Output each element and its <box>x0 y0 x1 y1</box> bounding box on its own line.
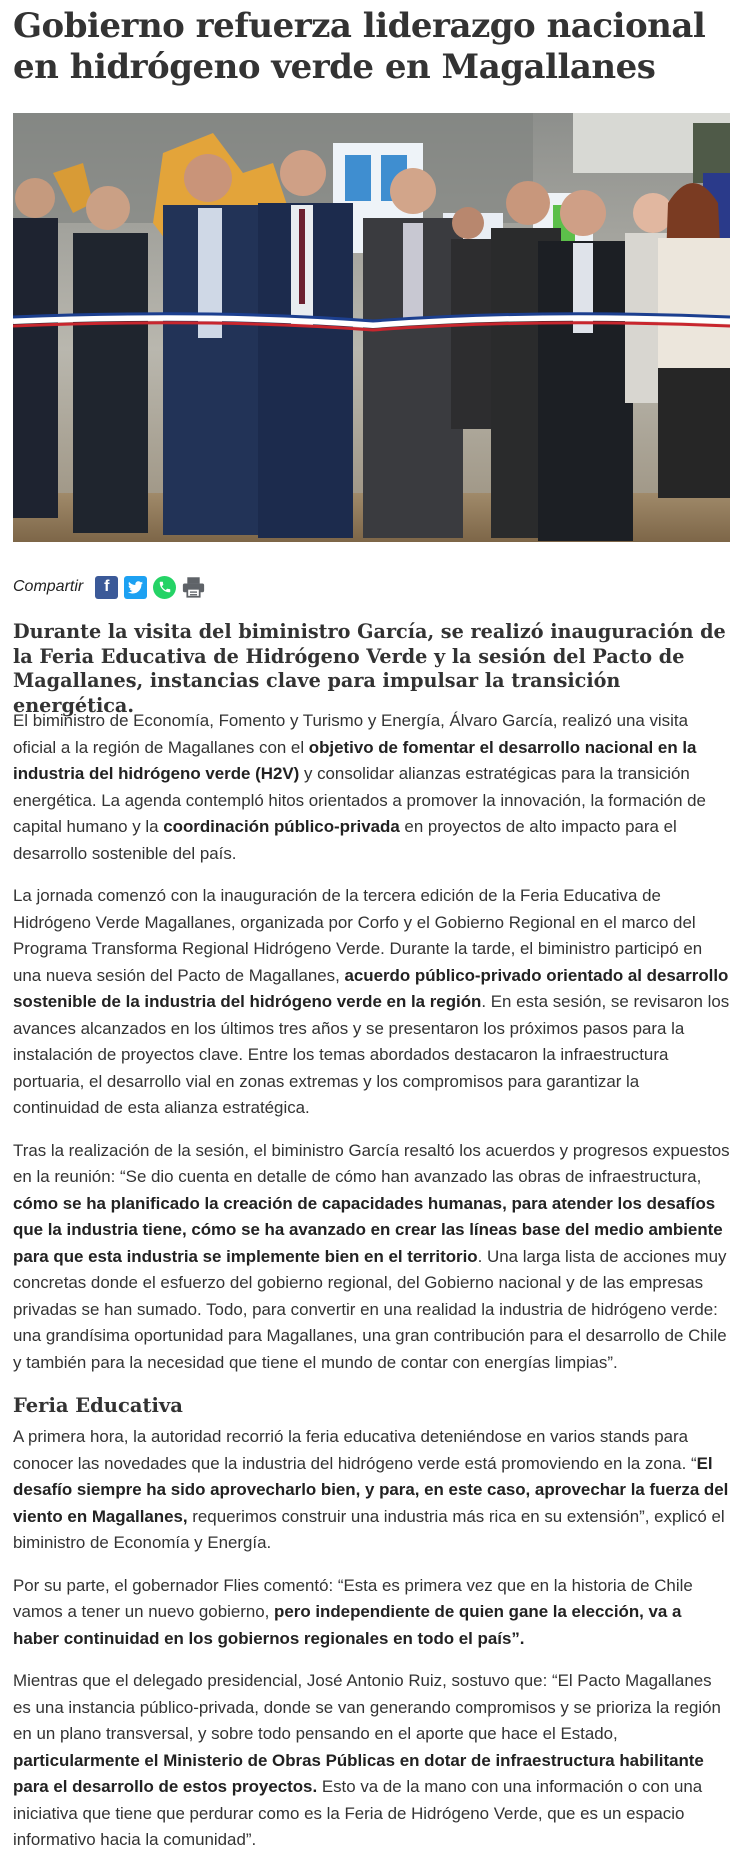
paragraph-3: Tras la realización de la sesión, el biministro García resaltó los acuerdos y progresos expuestos en la reunión: “Se dio cuenta en detalle de cómo han avanzado las obras de infraestructura, cómo se ha planificado la creación de capacidades humanas, para atender los desafíos que la industria tiene, cómo se ha avanzado en crear las líneas base del medio ambiente para que esta industria se implemente bien en el territorio. Una larga lista de acciones muy concretas donde el esfuerzo del gobierno regional, del Gobierno nacional y de las empresas privadas se han sumado. Todo, para convertir en una realidad la industria de hidrógeno verde: una grandísima oportunidad para Magallanes, una gran contribución para el desarrollo de Chile y también para la necesidad que tiene el mundo de contar con energías limpias”. <box>13 1140 730 1372</box>
paragraph-6: Mientras que el delegado presidencial, José Antonio Ruiz, sostuvo que: “El Pacto Magallanes es una instancia público-privada, donde se van generando compromisos y se prioriza la región en un plano transversal, y sobre todo pensando en el aporte que hace el Estado, particularmente el Ministerio de Obras Públicas en dotar de infraestructura habilitante para el desarrollo de estos proyectos. Esto va de la mano con una información o con una iniciativa que tiene que perdurar como es la Feria de Hidrógeno Verde, que es un espacio informativo hacia la comunidad”. <box>13 1671 721 1849</box>
paragraph-2: La jornada comenzó con la inauguración de la tercera edición de la Feria Educativa de Hidrógeno Verde Magallanes, organizada por Corfo y el Gobierno Regional en el marco del Programa Transforma Regional Hidrógeno Verde. Durante la tarde, el biministro participó en una nueva sesión del Pacto de Magallanes, acuerdo público-privado orientado al desarrollo sostenible de la industria del hidrógeno verde en la región. En esta sesión, se revisaron los avances alcanzados en los últimos tres años y se presentaron los próximos pasos para la instalación de proyectos clave. Entre los temas abordados destacaron la infraestructura portuaria, el desarrollo vial en zonas extremas y los compromisos para garantizar la continuidad de esta alianza estratégica. <box>13 886 730 1117</box>
article-photo <box>13 113 730 542</box>
paragraph-5: Por su parte, el gobernador Flies comentó: “Esta es primera vez que en la historia de Chile vamos a tener un nuevo gobierno, pero independiente de quien gane la elección, va a haber continuidad en los gobiernos regionales en todo el país”. <box>13 1575 693 1648</box>
article-headline: Gobierno refuerza liderazgo nacional en hidrógeno verde en Magallanes <box>13 6 706 87</box>
facebook-icon[interactable]: f <box>95 576 118 599</box>
article-lead: Durante la visita del biministro García, se realizó inauguración de la Feria Educativa de Hidrógeno Verde y la sesión del Pacto de Magallanes, instancias clave para impulsar la transición energética. <box>13 620 726 718</box>
article-body <box>13 708 730 1870</box>
paragraph-4: A primera hora, la autoridad recorrió la feria educativa deteniéndose en varios stands para conocer las novedades que la industria del hidrógeno verde está promoviendo en la zona. “El desafío siempre ha sido aprovecharlo bien, y para, en este caso, aprovechar la fuerza del viento en Magallanes, requerimos construir una industria más rica en su extensión”, explicó el biministro de Economía y Energía. <box>13 1427 729 1552</box>
share-label: Compartir <box>13 578 84 595</box>
print-icon[interactable] <box>182 576 205 599</box>
twitter-icon[interactable] <box>124 576 147 599</box>
section-subheading: Feria Educativa <box>13 1394 183 1417</box>
paragraph-1: El biministro de Economía, Fomento y Turismo y Energía, Álvaro García, realizó una visita oficial a la región de Magallanes con el objetivo de fomentar el desarrollo nacional en la industria del hidrógeno verde (H2V) y consolidar alianzas estratégicas para la transición energética. La agenda contempló hitos orientados a promover la innovación, la formación de capital humano y la coordinación público-privada en proyectos de alto impacto para el desarrollo sostenible del país. <box>13 711 706 863</box>
share-bar <box>13 570 205 604</box>
whatsapp-icon[interactable] <box>153 576 176 599</box>
